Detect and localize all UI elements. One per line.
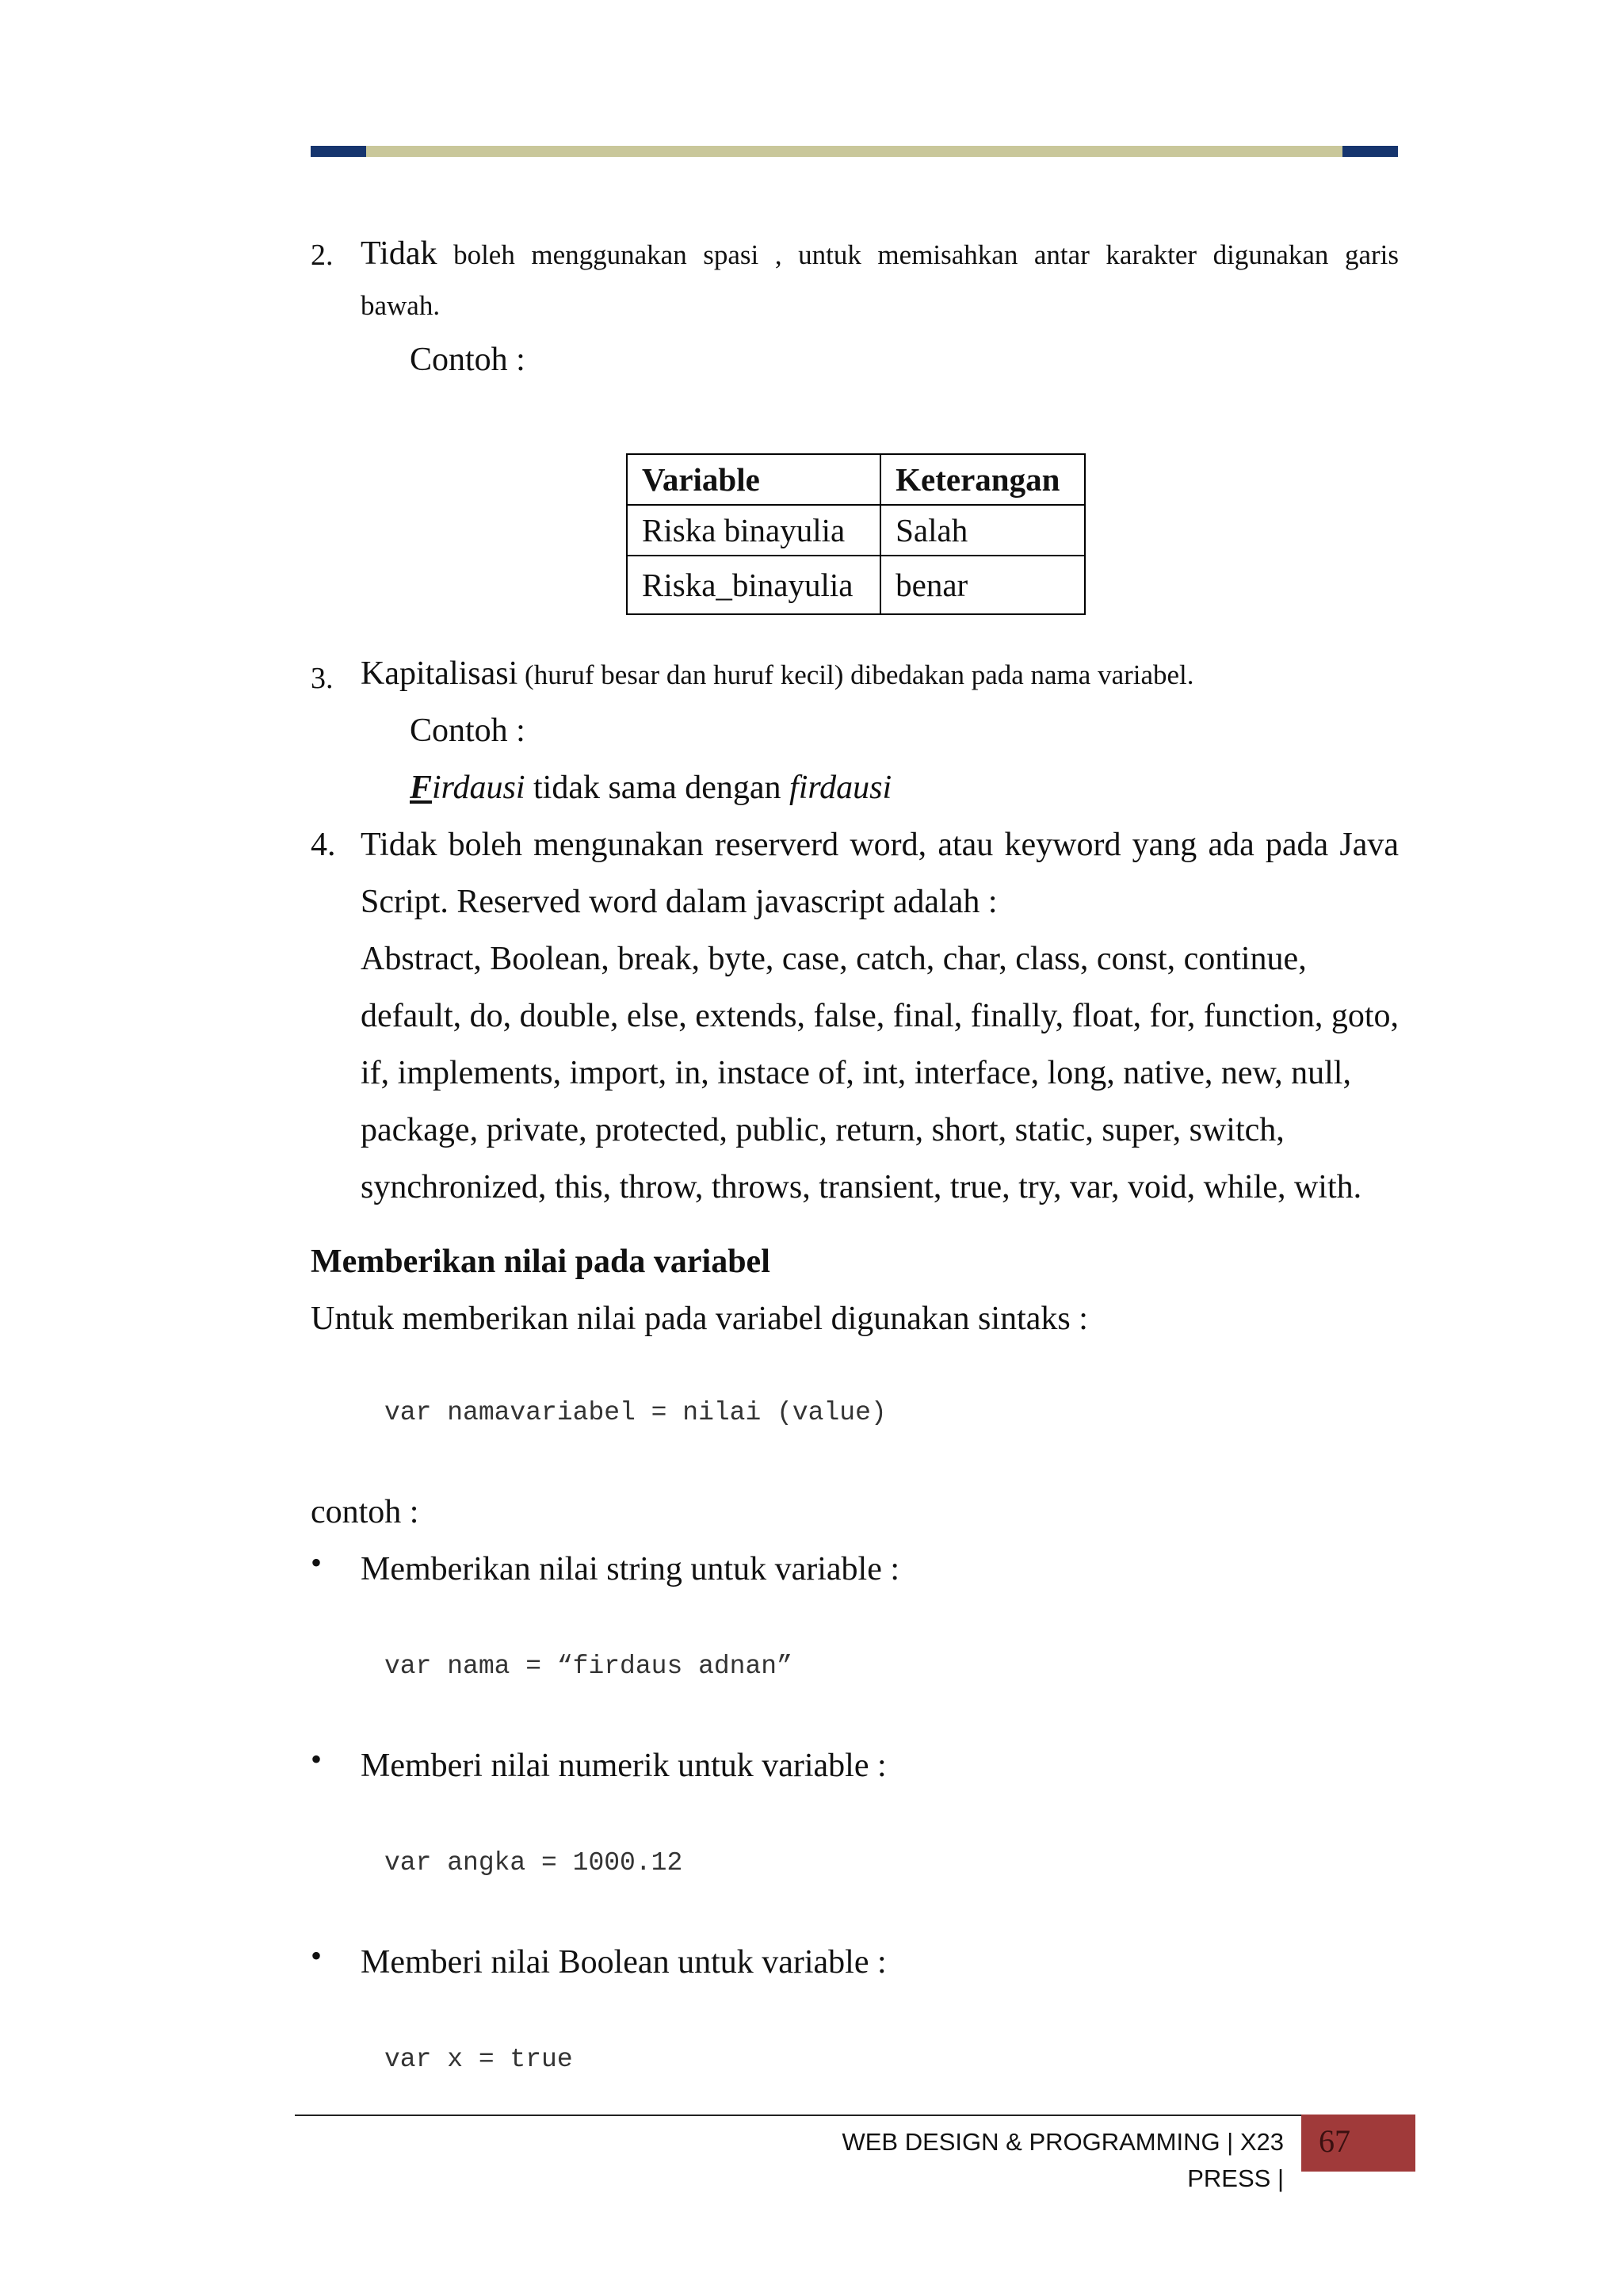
bullet-code: var x = true [384,2045,573,2074]
table-header-row [627,454,1085,505]
item-4-line2: Script. Reserved word dalam javascript adalah : [361,884,998,920]
table-cell: benar [880,556,1085,614]
keywords-line: synchronized, this, throw, throws, transient, true, try, var, void, while, with. [361,1169,1362,1205]
syntax-code: var namavariabel = nilai (value) [384,1398,887,1427]
item-3-rest: (huruf besar dan huruf kecil) dibedakan pada nama variabel. [517,659,1194,690]
item-4-line1: Tidak boleh mengunakan reserverd word, atau keyword yang ada pada Java [361,827,1399,863]
table-header-keterangan: Keterangan [880,454,1085,505]
table-cell: Riska binayulia [627,505,880,556]
keywords-line: package, private, protected, public, return, short, static, super, switch, [361,1112,1285,1148]
example-word1-rest: irdausi [432,770,525,806]
keywords-line: Abstract, Boolean, break, byte, case, catch, char, class, const, continue, [361,941,1307,977]
keywords-line: default, do, double, else, extends, false, final, finally, float, for, function, goto, [361,998,1400,1034]
table-header-variable: Variable [627,454,880,505]
table-row [627,556,1085,614]
example-middle: tidak sama dengan [525,770,790,806]
item-2-lead: Tidak [361,235,437,272]
item-3-lead: Kapitalisasi [361,655,518,692]
keywords-line: if, implements, import, in, instace of, int, interface, long, native, new, null, [361,1055,1351,1091]
table-cell: Riska_binayulia [627,556,880,614]
example-first-letter: F [410,770,433,806]
bullet-text: Memberi nilai numerik untuk variable : [361,1748,887,1784]
item-2-rest: boleh menggunakan spasi , untuk memisahkan antar karakter digunakan garis [437,239,1399,270]
bullet-dot: • [311,1741,323,1777]
item-3-number: 3. [311,662,334,695]
contoh-label: contoh : [311,1494,419,1530]
header-rule-right-cap [1342,146,1398,157]
table-cell: Salah [880,505,1085,556]
item-4-number: 4. [311,827,336,863]
item-3-line1 [361,650,1194,699]
variable-table [626,453,1086,615]
bullet-code: var angka = 1000.12 [384,1848,683,1878]
page-number: 67 [1319,2123,1350,2159]
bullet-text: Memberi nilai Boolean untuk variable : [361,1944,887,1981]
item-3-example [410,759,892,816]
item-3-contoh: Contoh : [410,712,525,749]
footer-rule [295,2115,1415,2116]
item-2-line1 [361,230,1399,279]
footer-title: WEB DESIGN & PROGRAMMING | X23 PRESS | [842,2128,1284,2192]
item-2-number: 2. [311,239,334,272]
header-rule [311,146,1398,157]
section-heading: Memberikan nilai pada variabel [311,1244,770,1280]
bullet-code: var nama = “firdaus adnan” [384,1652,792,1681]
item-2-contoh: Contoh : [410,342,525,378]
example-word2: firdausi [789,770,892,806]
page-number-box [1301,2115,1415,2172]
item-2-line2: bawah. [361,290,441,321]
section-intro: Untuk memberikan nilai pada variabel digunakan sintaks : [311,1301,1088,1337]
bullet-dot: • [311,1938,323,1973]
bullet-text: Memberikan nilai string untuk variable : [361,1551,899,1587]
table-row [627,505,1085,556]
header-rule-left-cap [311,146,366,157]
bullet-dot: • [311,1545,323,1580]
